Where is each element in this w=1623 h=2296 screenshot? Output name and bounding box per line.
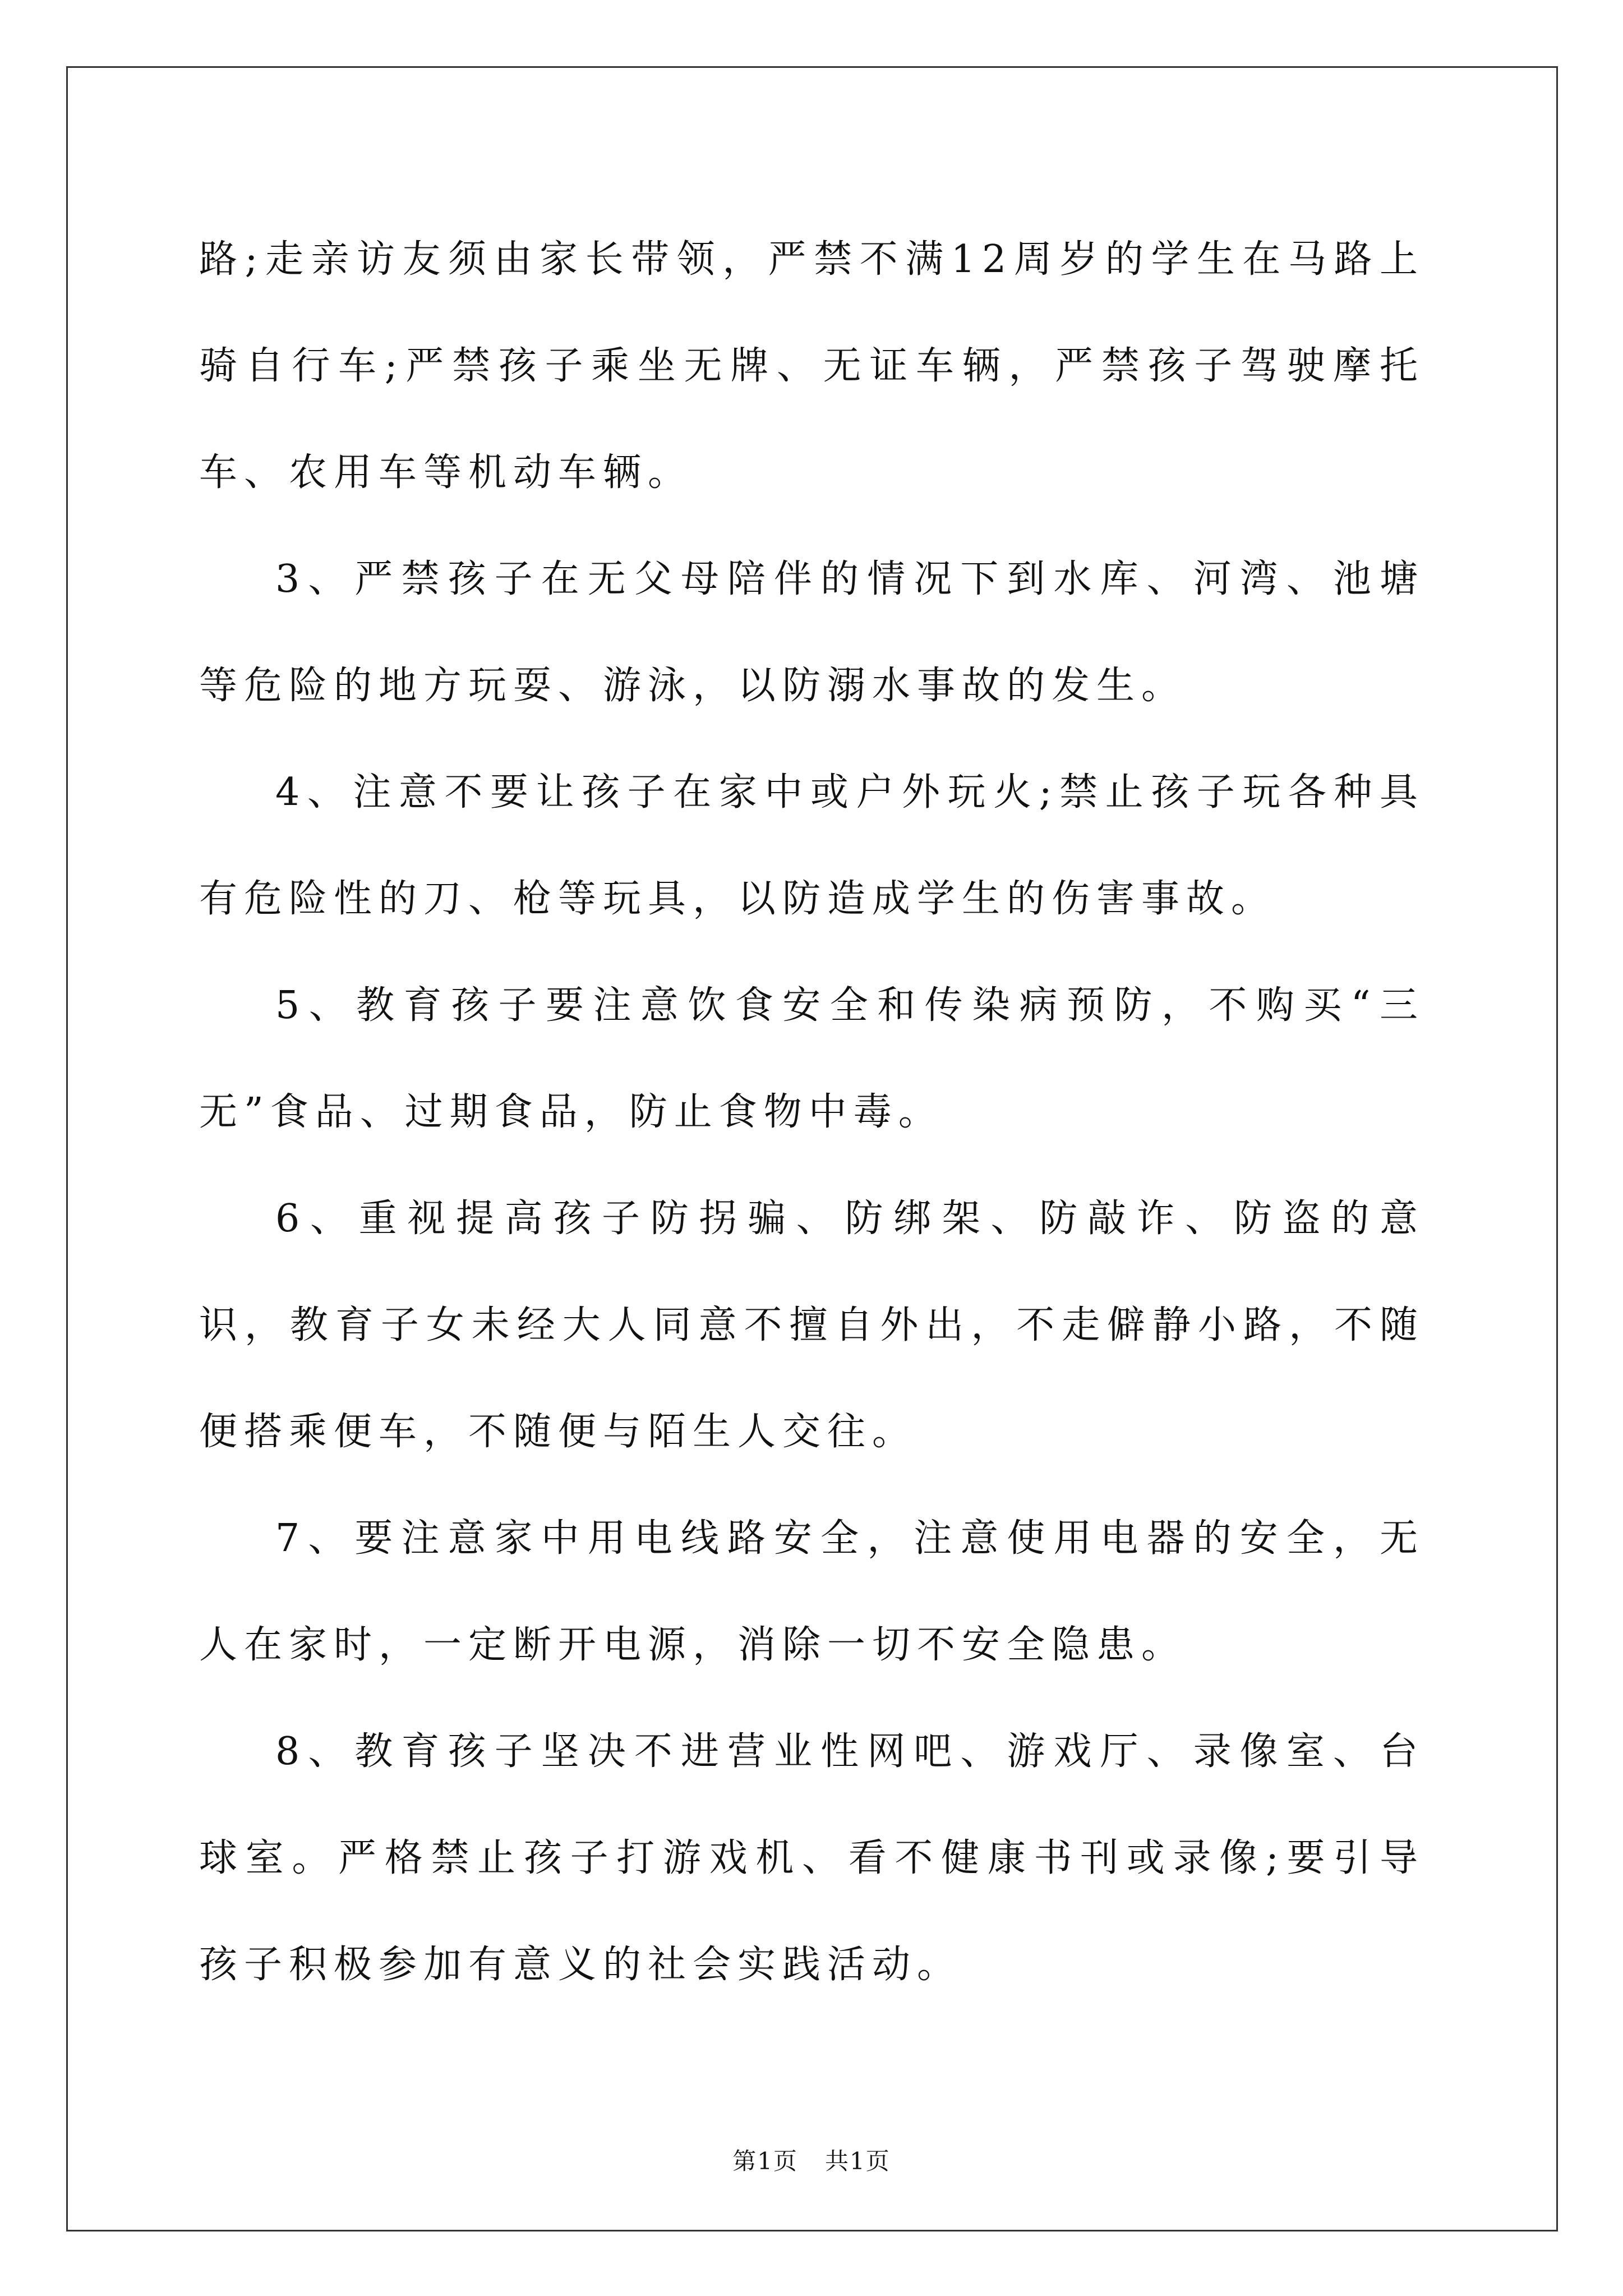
- paragraph-item-6: 6、重视提高孩子防拐骗、防绑架、防敲诈、防盗的意识，教育子女未经大人同意不擅自外出，不走僻静小路，不随便搭乘便车，不随便与陌生人交往。: [199, 1197, 1424, 1454]
- paragraph-item-5: 5、教育孩子要注意饮食安全和传染病预防，不购买“三无”食品、过期食品，防止食物中毒。: [199, 983, 1424, 1134]
- paragraph-item-4: 4、注意不要让孩子在家中或户外玩火;禁止孩子玩各种具有危险性的刀、枪等玩具，以防造成学生的伤害事故。: [199, 770, 1424, 921]
- paragraph-item-3: 3、严禁孩子在无父母陪伴的情况下到水库、河湾、池塘等危险的地方玩耍、游泳，以防溺水事故的发生。: [199, 557, 1424, 708]
- page-number: 第1页: [732, 2147, 798, 2175]
- document-body: [199, 206, 1424, 2018]
- page-footer: [0, 2143, 1623, 2177]
- paragraph-item-7: 7、要注意家中用电线路安全，注意使用电器的安全，无人在家时，一定断开电源，消除一切不安全隐患。: [199, 1516, 1424, 1667]
- page-total: 共1页: [825, 2147, 891, 2175]
- paragraph-item-8: 8、教育孩子坚决不进营业性网吧、游戏厅、录像室、台球室。严格禁止孩子打游戏机、看不健康书刊或录像;要引导孩子积极参加有意义的社会实践活动。: [199, 1729, 1424, 1987]
- paragraph-continuation: 路;走亲访友须由家长带领，严禁不满12周岁的学生在马路上骑自行车;严禁孩子乘坐无牌、无证车辆，严禁孩子驾驶摩托车、农用车等机动车辆。: [199, 237, 1424, 495]
